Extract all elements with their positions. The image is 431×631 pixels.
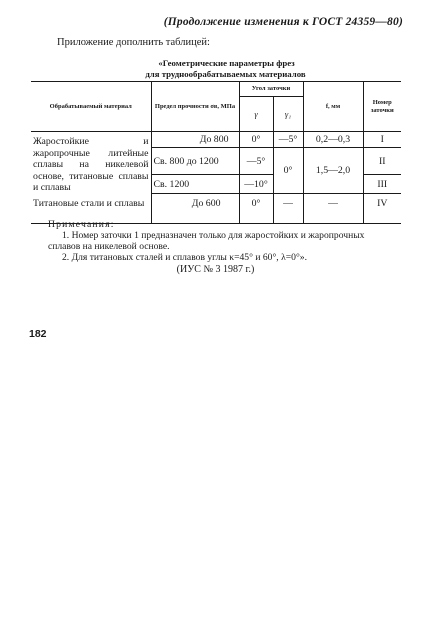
header-number: Номер заточки <box>363 82 401 132</box>
parameters-table <box>31 81 401 224</box>
row2-number: II <box>363 148 401 175</box>
row4-strength: До 600 <box>151 194 239 224</box>
header-gamma1: γ₁ <box>273 97 303 132</box>
notes-heading: Примечания: <box>48 219 115 230</box>
header-note: (Продолжение изменения к ГОСТ 24359—80) <box>163 16 403 28</box>
intro-text: Приложение дополнить таблицей: <box>57 37 210 48</box>
row4-number: IV <box>363 194 401 224</box>
group2-material: Титановые стали и сплавы <box>31 194 151 224</box>
row1-gamma1: —5° <box>273 132 303 148</box>
row4-gamma: 0° <box>239 194 273 224</box>
row2-gamma: —5° <box>239 148 273 175</box>
row1-gamma: 0° <box>239 132 273 148</box>
row2-gamma1: 0° <box>273 148 303 194</box>
header-strength: Предел прочности σв, МПа <box>151 82 239 132</box>
notes-block <box>48 219 378 263</box>
group1-material: Жаростойкие и жаропрочные литейные сплавы на никелевой основе, титановые сплавы и сплавы <box>33 136 149 193</box>
row1-f: 0,2—0,3 <box>303 132 363 148</box>
page-number: 182 <box>29 328 47 340</box>
iuc-reference: (ИУС № 3 1987 г.) <box>176 264 255 275</box>
row4-gamma1: — <box>273 194 303 224</box>
row3-number: III <box>363 175 401 194</box>
header-f: f, мм <box>303 82 363 132</box>
note-2: 2. Для титановых сталей и сплавов углы κ=45° и 60°, λ=0°». <box>62 252 307 263</box>
header-angle: Угол заточки <box>239 82 303 97</box>
row4-f: — <box>303 194 363 224</box>
header-material: Обрабатываемый материал <box>31 82 151 132</box>
header-gamma: γ <box>239 97 273 132</box>
table-title-line1: «Геометрические параметры фрез <box>158 58 295 68</box>
row3-gamma: —10° <box>239 175 273 194</box>
note-1: 1. Номер заточки 1 предназначен только для жаростойких и жаропрочных сплавов на никелевой основе. <box>48 230 365 252</box>
row3-strength: Св. 1200 <box>151 175 239 194</box>
row2-strength: Св. 800 до 1200 <box>151 148 239 175</box>
row1-number: I <box>363 132 401 148</box>
row1-strength: До 800 <box>151 132 239 148</box>
table-title-line2: для труднообрабатываемых материалов <box>145 69 306 79</box>
row2-f: 1,5—2,0 <box>303 148 363 194</box>
